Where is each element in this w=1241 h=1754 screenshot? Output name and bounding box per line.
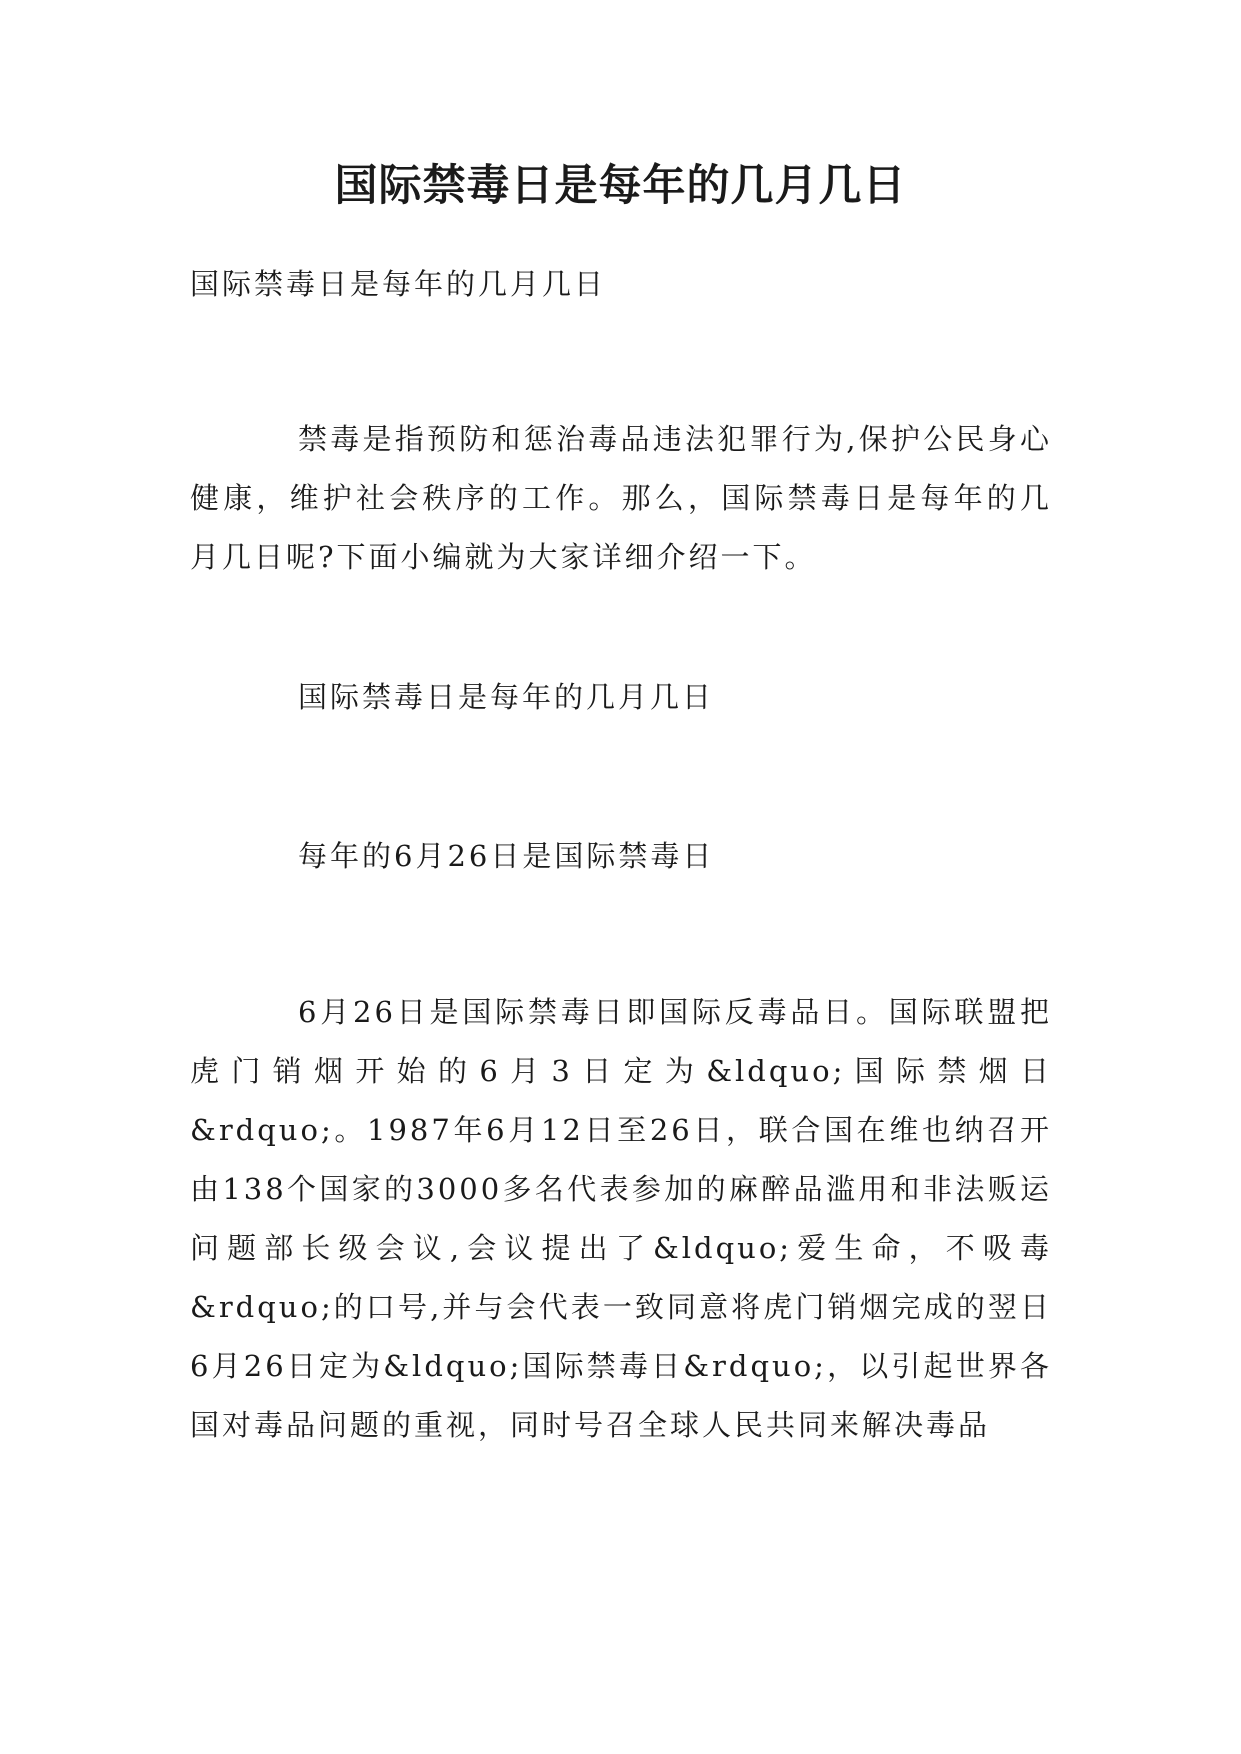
section-heading: 国际禁毒日是每年的几月几日 bbox=[298, 680, 715, 714]
document-title: 国际禁毒日是每年的几月几日 bbox=[334, 161, 907, 211]
document-subtitle: 国际禁毒日是每年的几月几日 bbox=[190, 267, 607, 301]
answer-paragraph: 每年的6月26日是国际禁毒日 bbox=[298, 839, 715, 873]
body-paragraph: 6月26日是国际禁毒日即国际反毒品日。国际联盟把虎门销烟开始的6月3日定为&ldquo;国际禁烟日&rdquo;。1987年6月12日至26日，联合国在维也纳召开由138个国家的3000多名代表参加的麻醉品滥用和非法贩运问题部长级会议,会议提出了&ldquo;爱生命，不吸毒&rdquo;的口号,并与会代表一致同意将虎门销烟完成的翌日6月26日定为&ldquo;国际禁毒日&rdquo;，以引起世界各国对毒品问题的重视，同时号召全球人民共同来解决毒品 bbox=[190, 995, 1052, 1442]
intro-paragraph: 禁毒是指预防和惩治毒品违法犯罪行为,保护公民身心健康，维护社会秩序的工作。那么，国际禁毒日是每年的几月几日呢?下面小编就为大家详细介绍一下。 bbox=[190, 422, 1052, 574]
